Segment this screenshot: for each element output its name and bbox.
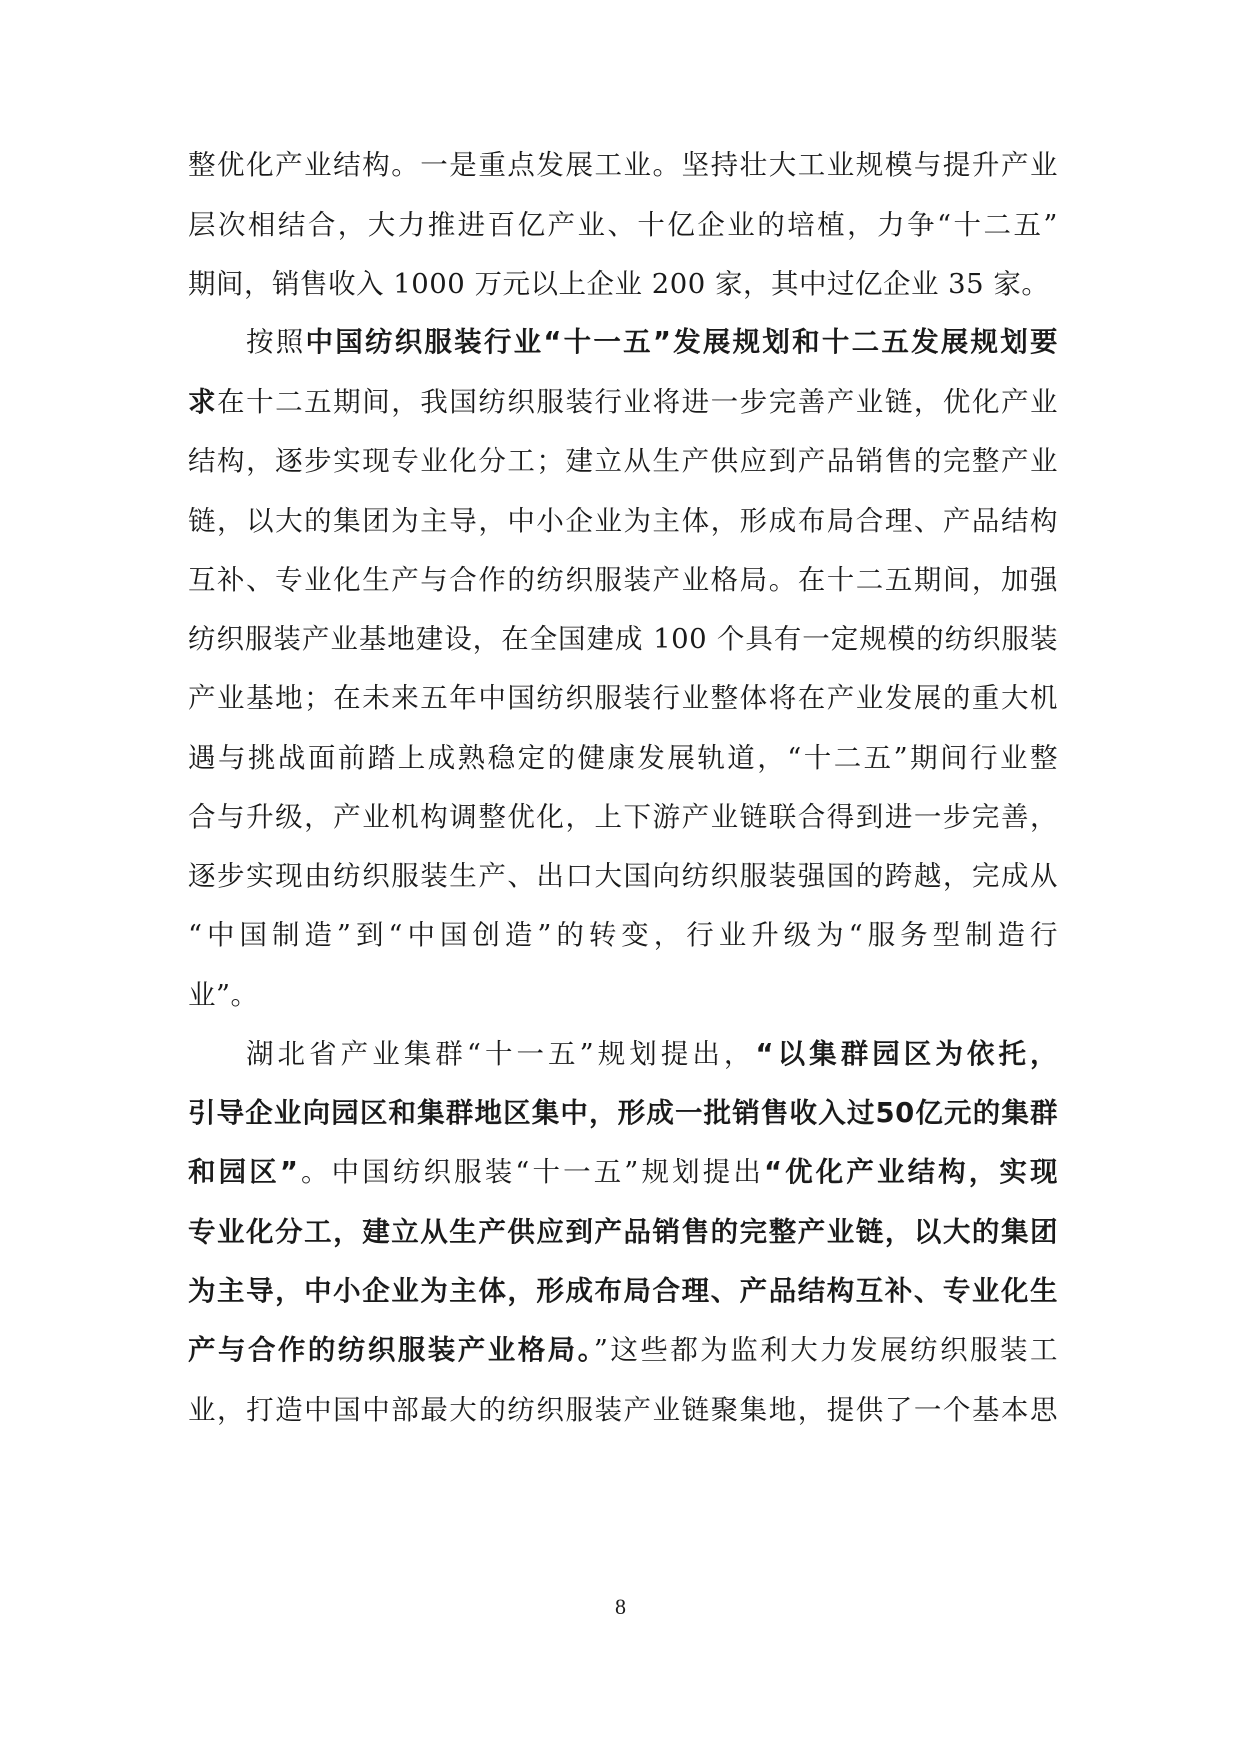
text-run: 合与升级，产业机构调整优化，上下游产业链联合得到进一步完善， — [188, 801, 1058, 833]
text-run: 互补、专业化生产与合作的纺织服装产业格局。在十二五期间，加强 — [188, 564, 1058, 596]
text-run: 。中国纺织服装“十一五”规划提出 — [298, 1156, 764, 1188]
text-line — [188, 975, 1058, 1015]
bold-text-run: 产与合作的纺织服装产业格局。 — [188, 1334, 594, 1366]
text-line — [188, 915, 1058, 955]
bold-text-run: 专业化分工，建立从生产供应到产品销售的完整产业链，以大的集团 — [188, 1216, 1058, 1248]
text-run: 遇与挑战面前踏上成熟稳定的健康发展轨道，“十二五”期间行业整 — [188, 742, 1058, 774]
bold-text-run: “以集群园区为依托， — [755, 1038, 1058, 1070]
text-run: 业”。 — [188, 979, 259, 1011]
text-run: 期间，销售收入 1000 万元以上企业 200 家，其中过亿企业 35 家。 — [188, 268, 1050, 300]
text-line — [188, 619, 1058, 659]
text-line — [188, 501, 1058, 541]
text-run: 按照 — [246, 326, 306, 358]
bold-text-run: 求 — [188, 386, 218, 418]
bold-text-run: 引导企业向园区和集群地区集中，形成一批销售收入过50亿元的集群 — [188, 1097, 1058, 1129]
text-run: 业，打造中国中部最大的纺织服装产业链聚集地，提供了一个基本思 — [188, 1394, 1058, 1426]
bold-text-run: “优化产业结构，实现 — [763, 1156, 1059, 1188]
text-line — [188, 205, 1058, 245]
text-line — [188, 441, 1058, 481]
text-line — [188, 145, 1058, 185]
text-line — [188, 1390, 1058, 1430]
text-line — [188, 1093, 1058, 1133]
text-run: ”这些都为监利大力发展纺织服装工 — [593, 1334, 1058, 1366]
text-line — [188, 264, 1058, 304]
text-line — [188, 856, 1058, 896]
bold-text-run: 中国纺织服装行业“十一五”发展规划和十二五发展规划要 — [305, 326, 1059, 358]
text-run: 湖北省产业集群“十一五”规划提出， — [246, 1038, 756, 1070]
text-line — [188, 560, 1058, 600]
text-line — [246, 322, 1058, 362]
text-run: 在十二五期间，我国纺织服装行业将进一步完善产业链，优化产业 — [217, 386, 1059, 418]
text-line — [188, 1152, 1058, 1192]
text-run: 层次相结合，大力推进百亿产业、十亿企业的培植，力争“十二五” — [188, 209, 1058, 241]
text-run: 结构，逐步实现专业化分工；建立从生产供应到产品销售的完整产业 — [188, 445, 1058, 477]
text-run: “中国制造”到“中国创造”的转变，行业升级为“服务型制造行 — [188, 919, 1058, 951]
text-run: 纺织服装产业基地建设，在全国建成 100 个具有一定规模的纺织服装 — [188, 623, 1058, 655]
text-line — [188, 738, 1058, 778]
text-run: 逐步实现由纺织服装生产、出口大国向纺织服装强国的跨越，完成从 — [188, 860, 1058, 892]
bold-text-run: 和园区” — [188, 1156, 299, 1188]
text-line — [188, 1271, 1058, 1311]
text-line — [188, 382, 1058, 422]
text-line — [188, 797, 1058, 837]
text-line — [246, 1034, 1058, 1074]
text-run: 整优化产业结构。一是重点发展工业。坚持壮大工业规模与提升产业 — [188, 149, 1058, 181]
bold-text-run: 为主导，中小企业为主体，形成布局合理、产品结构互补、专业化生 — [188, 1275, 1058, 1307]
text-run: 链，以大的集团为主导，中小企业为主体，形成布局合理、产品结构 — [188, 505, 1058, 537]
text-line — [188, 1330, 1058, 1370]
text-run: 产业基地；在未来五年中国纺织服装行业整体将在产业发展的重大机 — [188, 682, 1058, 714]
text-line — [188, 1212, 1058, 1252]
page-number: 8 — [615, 1594, 626, 1619]
text-line — [188, 678, 1058, 718]
